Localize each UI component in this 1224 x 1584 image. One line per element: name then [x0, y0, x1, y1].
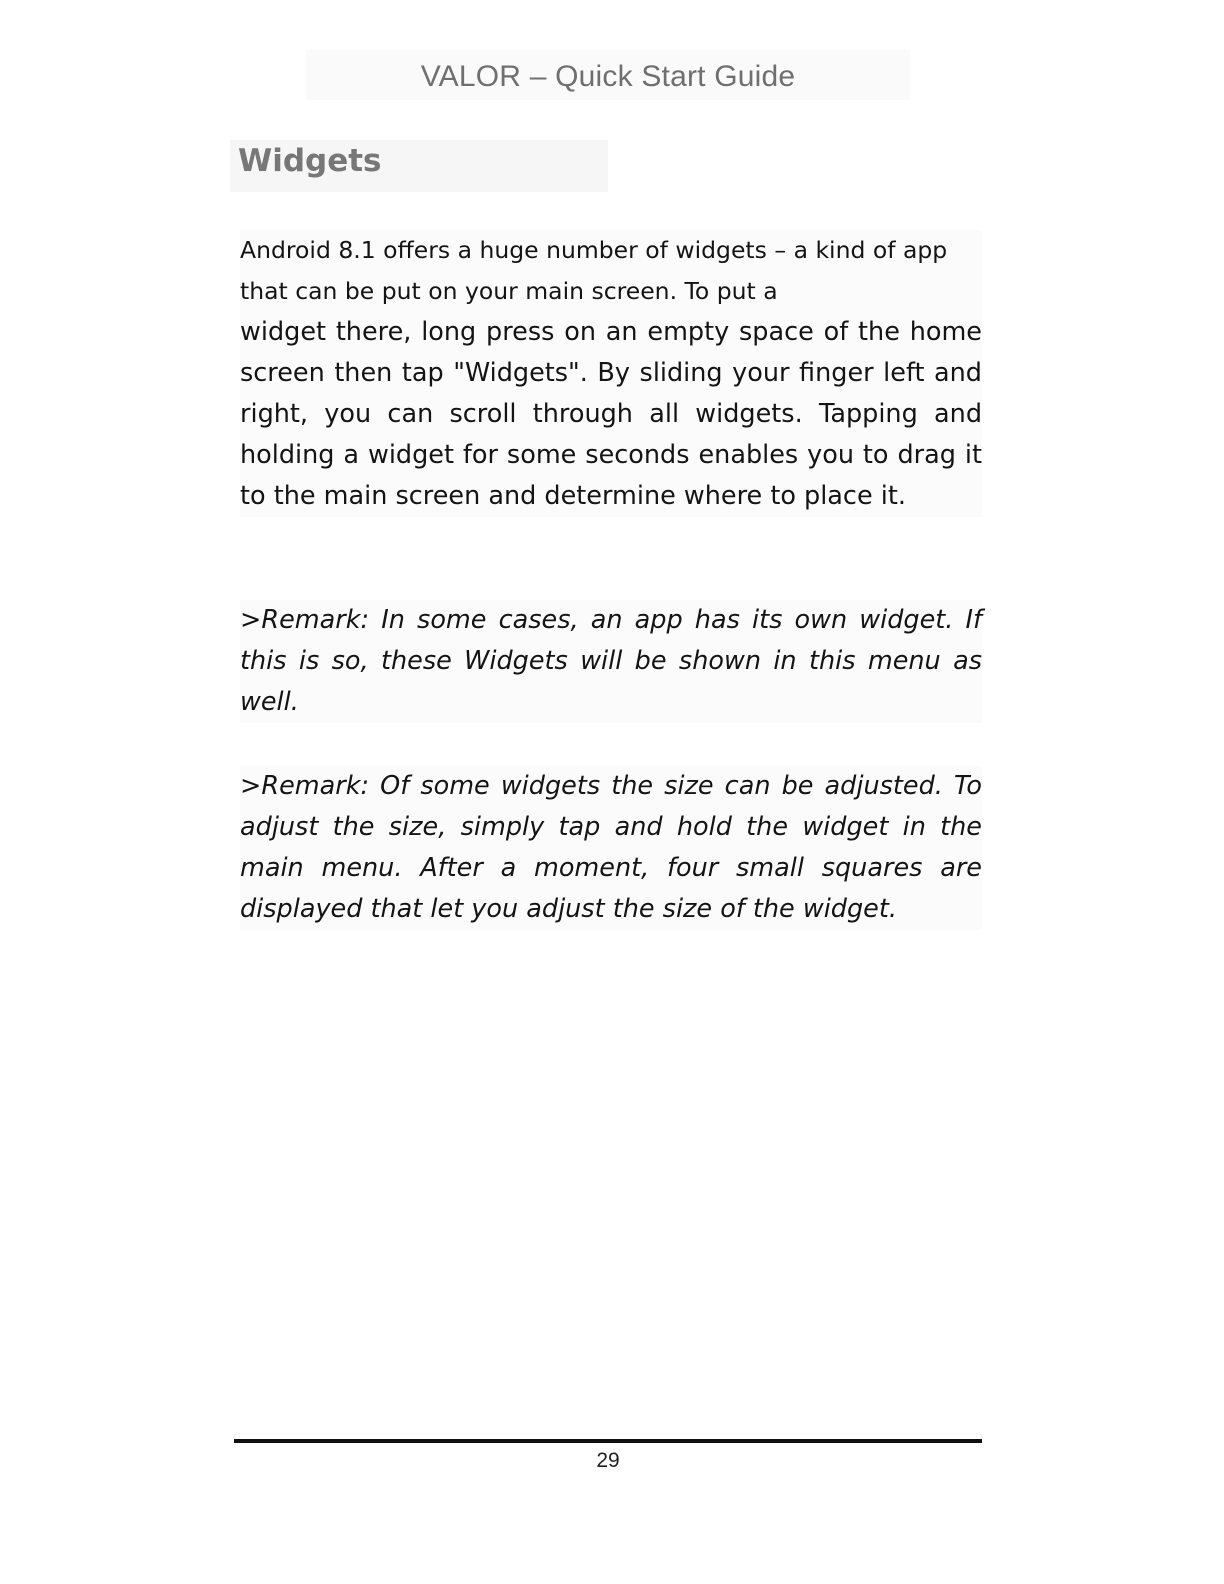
remark-note-2 — [240, 766, 982, 930]
section-heading: Widgets — [230, 140, 608, 192]
body-paragraph-lead: Android 8.1 offers a huge number of widgets – a kind of app that can be put on your main screen. To put a — [240, 236, 948, 305]
body-paragraph-rest: widget there, long press on an empty space of the home screen then tap "Widgets". By sliding your finger left and right, you can scroll through all widgets. Tapping and holding a widget for some seconds enables you to drag it to the main screen and determine where to place it. — [240, 317, 982, 511]
remark-text: >Remark: In some cases, an app has its own widget. If this is so, these Widgets will be shown in this menu as well. — [240, 605, 982, 717]
widgets-body-text — [240, 230, 982, 517]
remark-text: >Remark: Of some widgets the size can be adjusted. To adjust the size, simply tap and hold the widget in the main menu. After a moment, four small squares are displayed that let you adjust the size of the widget. — [240, 771, 982, 924]
remark-note-1 — [240, 600, 982, 723]
page-header-title: VALOR – Quick Start Guide — [306, 50, 910, 100]
page-number: 29 — [596, 1449, 620, 1472]
footer-divider — [234, 1439, 982, 1443]
